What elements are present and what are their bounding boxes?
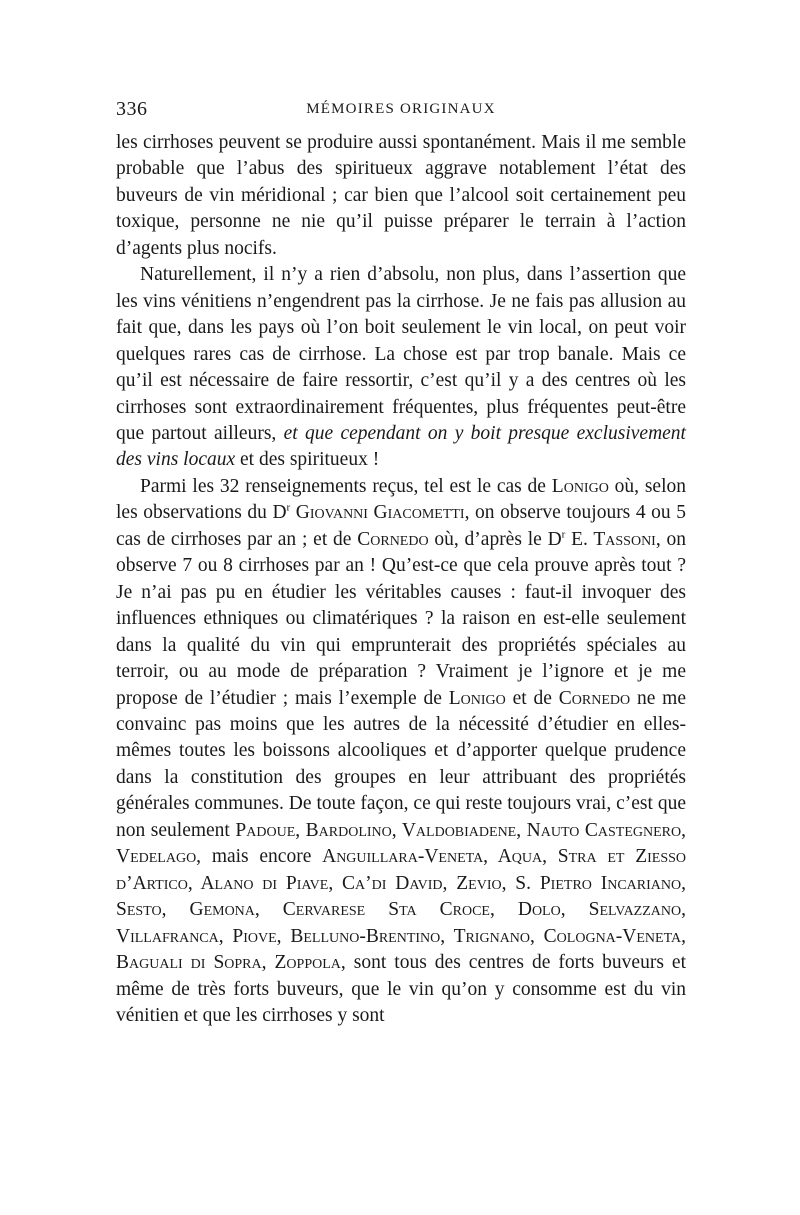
running-head: MÉMOIRES ORIGINAUX xyxy=(306,101,496,117)
paragraph-2-italic: et que cependant on y boit presque exclusivement des vins locaux xyxy=(116,422,686,471)
page-header xyxy=(116,98,686,122)
p3-text-9: sont tous des centres de forts buveurs et même de très forts buveurs, que le vin qu’on y consomme est du vin vénitien et que les cirrhoses y sont xyxy=(116,952,687,1026)
p3-text-5: , on observe 7 ou 8 cirrhoses par an ! Qu’est-ce que cela prouve après tout ? Je n’ai pas pu en étudier les véritables causes : faut-il invoquer des influences ethniques ou climatériques ? la raison en est-elle seulement dans la qualité du vin qui emprunterait des propriétés spéciales au terroir, ou au mode de préparation ? Vraiment je l’ignore et je me propose de l’étudier ; mais l’exemple de xyxy=(116,528,687,709)
p3-text-2: où, selon les observations du D xyxy=(116,475,686,524)
paragraph-2 xyxy=(116,262,686,474)
paragraph-3 xyxy=(116,474,686,1030)
paragraph-2-text: Naturellement, il n’y a rien d’absolu, non plus, dans l’assertion que les vins vénitiens n’engendrent pas la cirrhose. Je ne fais pas allusion au fait que, dans les pays où l’on boit seulement le vin local, on peut voir quelques rares cas de cirrhose. La chose est par trop banale. Mais ce qu’il est nécessaire de faire ressortir, c’est qu’il y a des centres où les cirrhoses sont extraordinairement fréquentes, plus fréquentes peut-être que partout ailleurs, xyxy=(116,264,686,444)
doctor-sup-1: r xyxy=(286,501,291,514)
place-lonigo: Lonigo xyxy=(551,475,609,497)
place-lonigo-2: Lonigo xyxy=(448,687,506,709)
body-text xyxy=(116,130,686,1029)
paragraph-2-end: et des spiritueux ! xyxy=(240,449,380,471)
place-cornedo: Cornedo xyxy=(357,528,429,550)
person-giacometti: Giovanni Giacometti xyxy=(295,502,465,524)
p3-text-6: et de xyxy=(512,687,552,709)
p3-text-1: Parmi les 32 renseignements reçus, tel est le cas de xyxy=(140,475,546,497)
place-cornedo-2: Cornedo xyxy=(558,687,631,709)
doctor-sup-2: r xyxy=(561,528,566,541)
page-number: 336 xyxy=(116,98,148,120)
p3-text-8: mais encore xyxy=(211,846,312,868)
paragraph-1 xyxy=(116,130,686,262)
p3-text-7: ne me convainc pas moins que les autres de la nécessité d’étudier en elles-mêmes toutes les boissons alcooliques et d’apporter quelque prudence dans la constitution des groupes en leur attribuant des propriétés générales communes. De toute façon, ce qui reste toujours vrai, c’est que non seulement xyxy=(116,687,687,841)
places-list-2: Anguillara-Veneta, Aqua, Stra et Ziesso d’Artico, Alano di Piave, Ca’di David, Zevio, S. Pietro Incariano, Sesto, Gemona, Cervarese Sta Croce, Dolo, Selvazzano, Villafranca, Piove, Belluno-Brentino, Trignano, Cologna-Veneta, Baguali di Sopra, Zoppola, xyxy=(116,846,687,974)
p3-text-3: , on observe toujours 4 ou 5 cas de cirrhoses par an ; et de xyxy=(116,502,687,550)
p3-text-4: où, d’après le D xyxy=(434,528,562,550)
person-tassoni: E. Tassoni xyxy=(571,528,656,550)
places-list-1: Padoue, Bardolino, Valdobiadene, Nauto Castegnero, Vedelago, xyxy=(116,819,687,868)
paragraph-1-text: les cirrhoses peuvent se produire aussi spontanément. Mais il me semble probable que l’abus des spiritueux aggrave notablement l’état des buveurs de vin méridional ; car bien que l’alcool soit certainement peu toxique, personne ne nie qu’il puisse préparer le terrain à l’action d’agents plus nocifs. xyxy=(116,132,686,259)
